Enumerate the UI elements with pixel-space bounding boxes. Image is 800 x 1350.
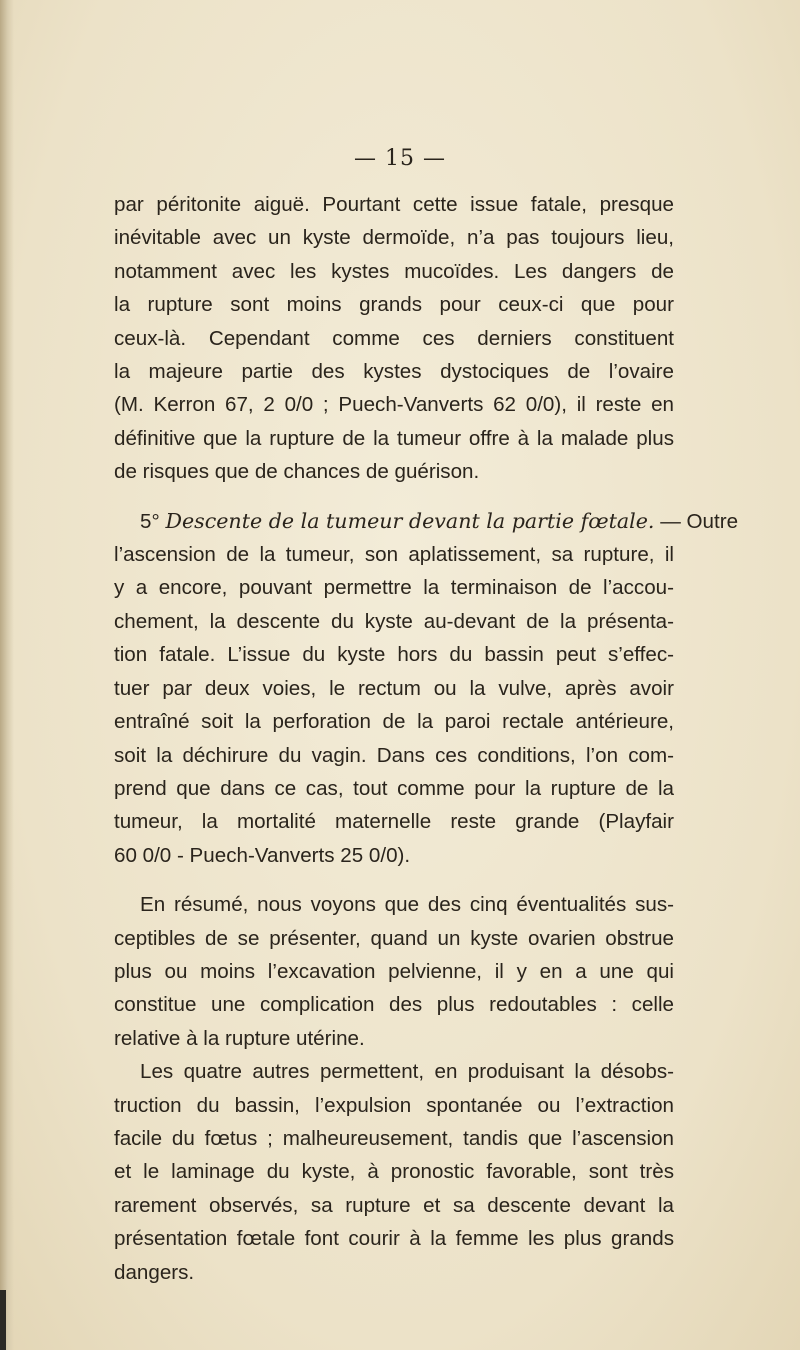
- text-line: par péritonite aiguë. Pourtant cette issue fatale, presque: [114, 193, 674, 216]
- text-line: notamment avec les kystes mucoïdes. Les dangers de: [114, 259, 674, 283]
- paragraph-gap: [114, 489, 674, 505]
- page-number: — 15 —: [354, 146, 446, 171]
- section-heading-line: [114, 505, 739, 538]
- text-line: chement, la descente du kyste au-devant de la présenta-: [114, 609, 674, 633]
- text-line: rarement observés, sa rupture et sa descente devant la: [114, 1193, 674, 1217]
- text-line: dangers.: [114, 1260, 195, 1284]
- text-line: (M. Kerron 67, 2 0/0 ; Puech-Vanverts 62 0/0), il reste en: [114, 393, 674, 417]
- text-line: relative à la rupture utérine.: [114, 1026, 365, 1050]
- text-line: la majeure partie des kystes dystociques de l’ovaire: [114, 360, 674, 384]
- section-number: 5°: [140, 509, 160, 533]
- section-heading-rest: — Outre: [660, 509, 739, 533]
- text-line: présentation fœtale font courir à la femme les plus grands: [114, 1227, 674, 1251]
- text-line: y a encore, pouvant permettre la terminaison de l’accou-: [114, 576, 674, 600]
- text-line: entraîné soit la perforation de la paroi rectale antérieure,: [114, 710, 674, 734]
- text-line: 60 0/0 - Puech-Vanverts 25 0/0).: [114, 843, 411, 867]
- text-line: de risques que de chances de guérison.: [114, 460, 480, 484]
- body-text: [114, 188, 739, 1289]
- text-line: tion fatale. L’issue du kyste hors du bassin peut s’effec-: [114, 643, 674, 667]
- text-line: Les quatre autres permettent, en produisant la désobs-: [140, 1060, 674, 1084]
- text-line: plus ou moins l’excavation pelvienne, il y en a une qui: [114, 959, 674, 983]
- text-line: tuer par deux voies, le rectum ou la vulve, après avoir: [114, 676, 674, 700]
- text-line: facile du fœtus ; malheureusement, tandis que l’ascension: [114, 1126, 674, 1150]
- text-line: constitue une complication des plus redoutables : celle: [114, 993, 674, 1017]
- text-line: l’ascension de la tumeur, son aplatissement, sa rupture, il: [114, 543, 674, 567]
- text-line: définitive que la rupture de la tumeur offre à la malade plus: [114, 426, 674, 450]
- paragraph-gap: [114, 872, 674, 888]
- text-line: ceux-là. Cependant comme ces derniers constituent: [114, 326, 674, 350]
- text-line: soit la déchirure du vagin. Dans ces conditions, l’on com-: [114, 743, 674, 767]
- text-line: prend que dans ce cas, tout comme pour la rupture de la: [114, 776, 674, 800]
- text-line: truction du bassin, l’expulsion spontanée ou l’extraction: [114, 1093, 674, 1117]
- text-line: tumeur, la mortalité maternelle reste grande (Playfair: [114, 810, 674, 834]
- text-line: et le laminage du kyste, à pronostic favorable, sont très: [114, 1160, 674, 1184]
- text-line: la rupture sont moins grands pour ceux-ci que pour: [114, 293, 674, 317]
- text-line: En résumé, nous voyons que des cinq éventualités sus-: [140, 893, 674, 917]
- page-left-edge: [0, 0, 14, 1350]
- text-line: ceptibles de se présenter, quand un kyste ovarien obstrue: [114, 926, 674, 950]
- text-line: inévitable avec un kyste dermoïde, n’a pas toujours lieu,: [114, 226, 674, 250]
- section-title: Descente de la tumeur devant la partie fœtale.: [165, 508, 655, 533]
